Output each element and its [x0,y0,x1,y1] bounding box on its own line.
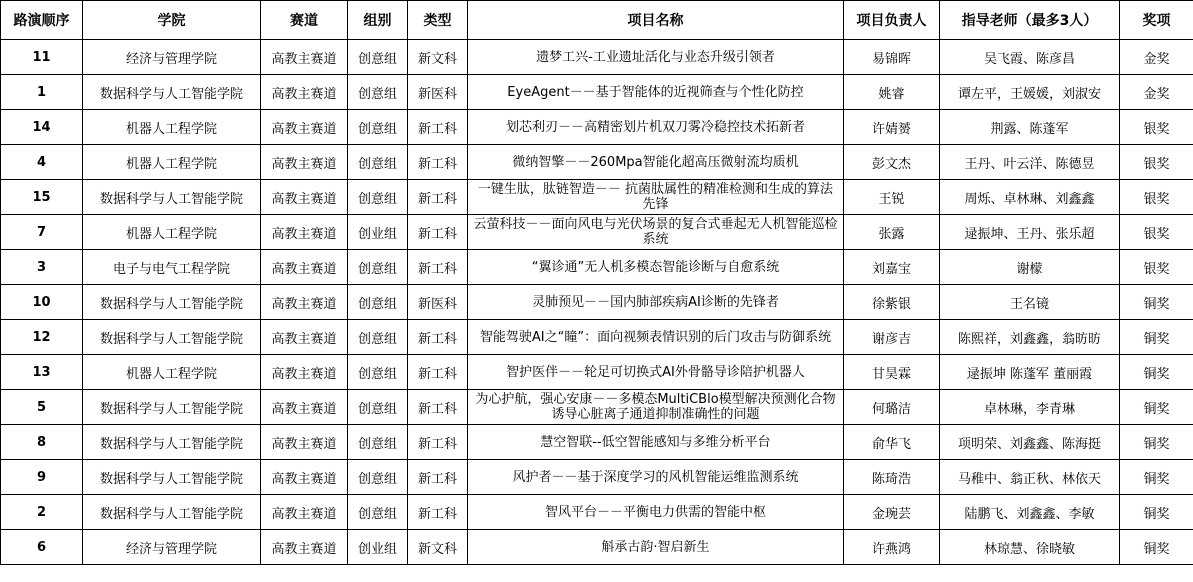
table-row [1,425,1193,460]
cell-award: 铜奖 [1120,460,1193,495]
cell-leader: 俞华飞 [844,425,940,460]
cell-college: 数据科学与人工智能学院 [83,320,261,355]
cell-track: 高教主赛道 [261,285,348,320]
table-row [1,390,1193,425]
table-row [1,495,1193,530]
cell-order: 10 [1,285,83,320]
cell-project: EyeAgent－－基于智能体的近视筛查与个性化防控 [468,75,844,110]
cell-track: 高教主赛道 [261,145,348,180]
cell-type: 新工科 [408,250,468,285]
cell-group: 创意组 [348,425,408,460]
cell-project: 慧空智联--低空智能感知与多维分析平台 [468,425,844,460]
cell-advisors: 吴飞霞、陈彦昌 [940,40,1120,75]
cell-group: 创意组 [348,145,408,180]
cell-project: 智护医伴－－轮足可切换式AI外骨骼导诊陪护机器人 [468,355,844,390]
cell-award: 金奖 [1120,75,1193,110]
cell-group: 创意组 [348,180,408,215]
cell-type: 新工科 [408,390,468,425]
table-row [1,110,1193,145]
cell-order: 11 [1,40,83,75]
cell-order: 5 [1,390,83,425]
cell-advisors: 逯振坤、王丹、张乐超 [940,215,1120,250]
cell-advisors: 陆鹏飞、刘鑫鑫、李敏 [940,495,1120,530]
cell-college: 机器人工程学院 [83,145,261,180]
cell-college: 数据科学与人工智能学院 [83,495,261,530]
cell-order: 4 [1,145,83,180]
cell-type: 新工科 [408,495,468,530]
cell-track: 高教主赛道 [261,320,348,355]
cell-track: 高教主赛道 [261,355,348,390]
cell-college: 电子与电气工程学院 [83,250,261,285]
cell-order: 7 [1,215,83,250]
cell-track: 高教主赛道 [261,460,348,495]
cell-award: 银奖 [1120,145,1193,180]
cell-award: 银奖 [1120,215,1193,250]
cell-leader: 徐紫银 [844,285,940,320]
table-row [1,180,1193,215]
cell-group: 创业组 [348,215,408,250]
cell-award: 铜奖 [1120,285,1193,320]
table-row [1,215,1193,250]
cell-advisors: 卓林琳，李青琳 [940,390,1120,425]
cell-award: 铜奖 [1120,320,1193,355]
table-body [1,40,1193,565]
cell-project: 遗梦工兴-工业遗址活化与业态升级引领者 [468,40,844,75]
cell-advisors: 林琼慧、徐晓敏 [940,530,1120,565]
cell-group: 创意组 [348,355,408,390]
cell-leader: 陈琦浩 [844,460,940,495]
cell-leader: 许燕鸿 [844,530,940,565]
cell-advisors: 谢檬 [940,250,1120,285]
cell-group: 创意组 [348,110,408,145]
cell-track: 高教主赛道 [261,425,348,460]
cell-award: 铜奖 [1120,355,1193,390]
table-row [1,285,1193,320]
cell-group: 创意组 [348,390,408,425]
cell-track: 高教主赛道 [261,215,348,250]
cell-project: 灵肺预见－－国内肺部疾病AI诊断的先锋者 [468,285,844,320]
cell-advisors: 荆露、陈蓬军 [940,110,1120,145]
cell-type: 新文科 [408,530,468,565]
cell-project: 风护者－－基于深度学习的风机智能运维监测系统 [468,460,844,495]
header-order: 路演顺序 [1,1,83,40]
cell-track: 高教主赛道 [261,390,348,425]
cell-college: 数据科学与人工智能学院 [83,180,261,215]
header-type: 类型 [408,1,468,40]
cell-track: 高教主赛道 [261,530,348,565]
cell-order: 3 [1,250,83,285]
table-row [1,75,1193,110]
cell-group: 创业组 [348,530,408,565]
table-row [1,320,1193,355]
cell-college: 数据科学与人工智能学院 [83,285,261,320]
cell-track: 高教主赛道 [261,75,348,110]
cell-college: 机器人工程学院 [83,215,261,250]
cell-track: 高教主赛道 [261,180,348,215]
cell-type: 新工科 [408,320,468,355]
cell-college: 数据科学与人工智能学院 [83,425,261,460]
cell-project: 为心护航，强心安康－－多模态MultiCBlo模型解决预测化合物诱导心脏离子通道抑制准确性的问题 [468,390,844,425]
cell-order: 15 [1,180,83,215]
cell-college: 经济与管理学院 [83,530,261,565]
cell-leader: 何璐洁 [844,390,940,425]
header-leader: 项目负责人 [844,1,940,40]
cell-award: 铜奖 [1120,425,1193,460]
cell-order: 12 [1,320,83,355]
cell-college: 机器人工程学院 [83,110,261,145]
cell-group: 创意组 [348,460,408,495]
cell-advisors: 陈熙祥，刘鑫鑫，翁昉昉 [940,320,1120,355]
cell-project: 划芯利刃－－高精密划片机双刀雾冷稳控技术拓新者 [468,110,844,145]
cell-order: 1 [1,75,83,110]
cell-leader: 谢彦吉 [844,320,940,355]
cell-project: 云萤科技－－面向风电与光伏场景的复合式垂起无人机智能巡检系统 [468,215,844,250]
table-row [1,40,1193,75]
cell-advisors: 王丹、叶云洋、陈德昱 [940,145,1120,180]
cell-award: 铜奖 [1120,390,1193,425]
cell-leader: 金琬芸 [844,495,940,530]
cell-leader: 张露 [844,215,940,250]
cell-advisors: 逯振坤 陈蓬军 董丽霞 [940,355,1120,390]
header-track: 赛道 [261,1,348,40]
header-award: 奖项 [1120,1,1193,40]
cell-type: 新医科 [408,285,468,320]
cell-order: 2 [1,495,83,530]
cell-advisors: 周烁、卓林琳、刘鑫鑫 [940,180,1120,215]
cell-project: 斛承古韵·智启新生 [468,530,844,565]
cell-college: 经济与管理学院 [83,40,261,75]
cell-track: 高教主赛道 [261,495,348,530]
cell-order: 6 [1,530,83,565]
cell-group: 创意组 [348,285,408,320]
cell-group: 创意组 [348,495,408,530]
cell-type: 新医科 [408,75,468,110]
cell-leader: 刘嘉宝 [844,250,940,285]
cell-project: 微纳智擎－－260Mpa智能化超高压微射流均质机 [468,145,844,180]
cell-type: 新文科 [408,40,468,75]
cell-type: 新工科 [408,425,468,460]
cell-type: 新工科 [408,215,468,250]
cell-type: 新工科 [408,145,468,180]
cell-award: 铜奖 [1120,495,1193,530]
cell-advisors: 王名镜 [940,285,1120,320]
cell-college: 机器人工程学院 [83,355,261,390]
table-row [1,250,1193,285]
cell-leader: 许婧赟 [844,110,940,145]
table-row [1,355,1193,390]
cell-leader: 王锐 [844,180,940,215]
cell-leader: 彭文杰 [844,145,940,180]
cell-group: 创意组 [348,250,408,285]
cell-project: 智能驾驶AI之“瞳”：面向视频表情识别的后门攻击与防御系统 [468,320,844,355]
cell-type: 新工科 [408,110,468,145]
cell-type: 新工科 [408,355,468,390]
cell-order: 8 [1,425,83,460]
table-row [1,460,1193,495]
cell-award: 金奖 [1120,40,1193,75]
cell-track: 高教主赛道 [261,110,348,145]
cell-project: “翼诊通”无人机多模态智能诊断与自愈系统 [468,250,844,285]
cell-leader: 甘昊霖 [844,355,940,390]
cell-advisors: 谭左平，王媛媛，刘淑安 [940,75,1120,110]
cell-award: 银奖 [1120,180,1193,215]
cell-group: 创意组 [348,75,408,110]
cell-advisors: 项明荣、刘鑫鑫、陈海挺 [940,425,1120,460]
cell-order: 9 [1,460,83,495]
cell-group: 创意组 [348,320,408,355]
table-row [1,530,1193,565]
cell-college: 数据科学与人工智能学院 [83,75,261,110]
cell-college: 数据科学与人工智能学院 [83,460,261,495]
cell-award: 铜奖 [1120,530,1193,565]
cell-group: 创意组 [348,40,408,75]
header-project: 项目名称 [468,1,844,40]
header-group: 组别 [348,1,408,40]
cell-award: 银奖 [1120,110,1193,145]
cell-order: 13 [1,355,83,390]
header-college: 学院 [83,1,261,40]
header-advisors: 指导老师（最多3人） [940,1,1120,40]
cell-college: 数据科学与人工智能学院 [83,390,261,425]
cell-track: 高教主赛道 [261,40,348,75]
cell-track: 高教主赛道 [261,250,348,285]
cell-award: 银奖 [1120,250,1193,285]
cell-advisors: 马稚中、翁正秋、林依天 [940,460,1120,495]
cell-project: 智风平台－－平衡电力供需的智能中枢 [468,495,844,530]
cell-leader: 易锦晖 [844,40,940,75]
cell-type: 新工科 [408,180,468,215]
cell-type: 新工科 [408,460,468,495]
table-row [1,145,1193,180]
cell-order: 14 [1,110,83,145]
cell-project: 一键生肽，肽链智造－－ 抗菌肽属性的精准检测和生成的算法先锋 [468,180,844,215]
header-row [1,1,1193,40]
cell-leader: 姚睿 [844,75,940,110]
